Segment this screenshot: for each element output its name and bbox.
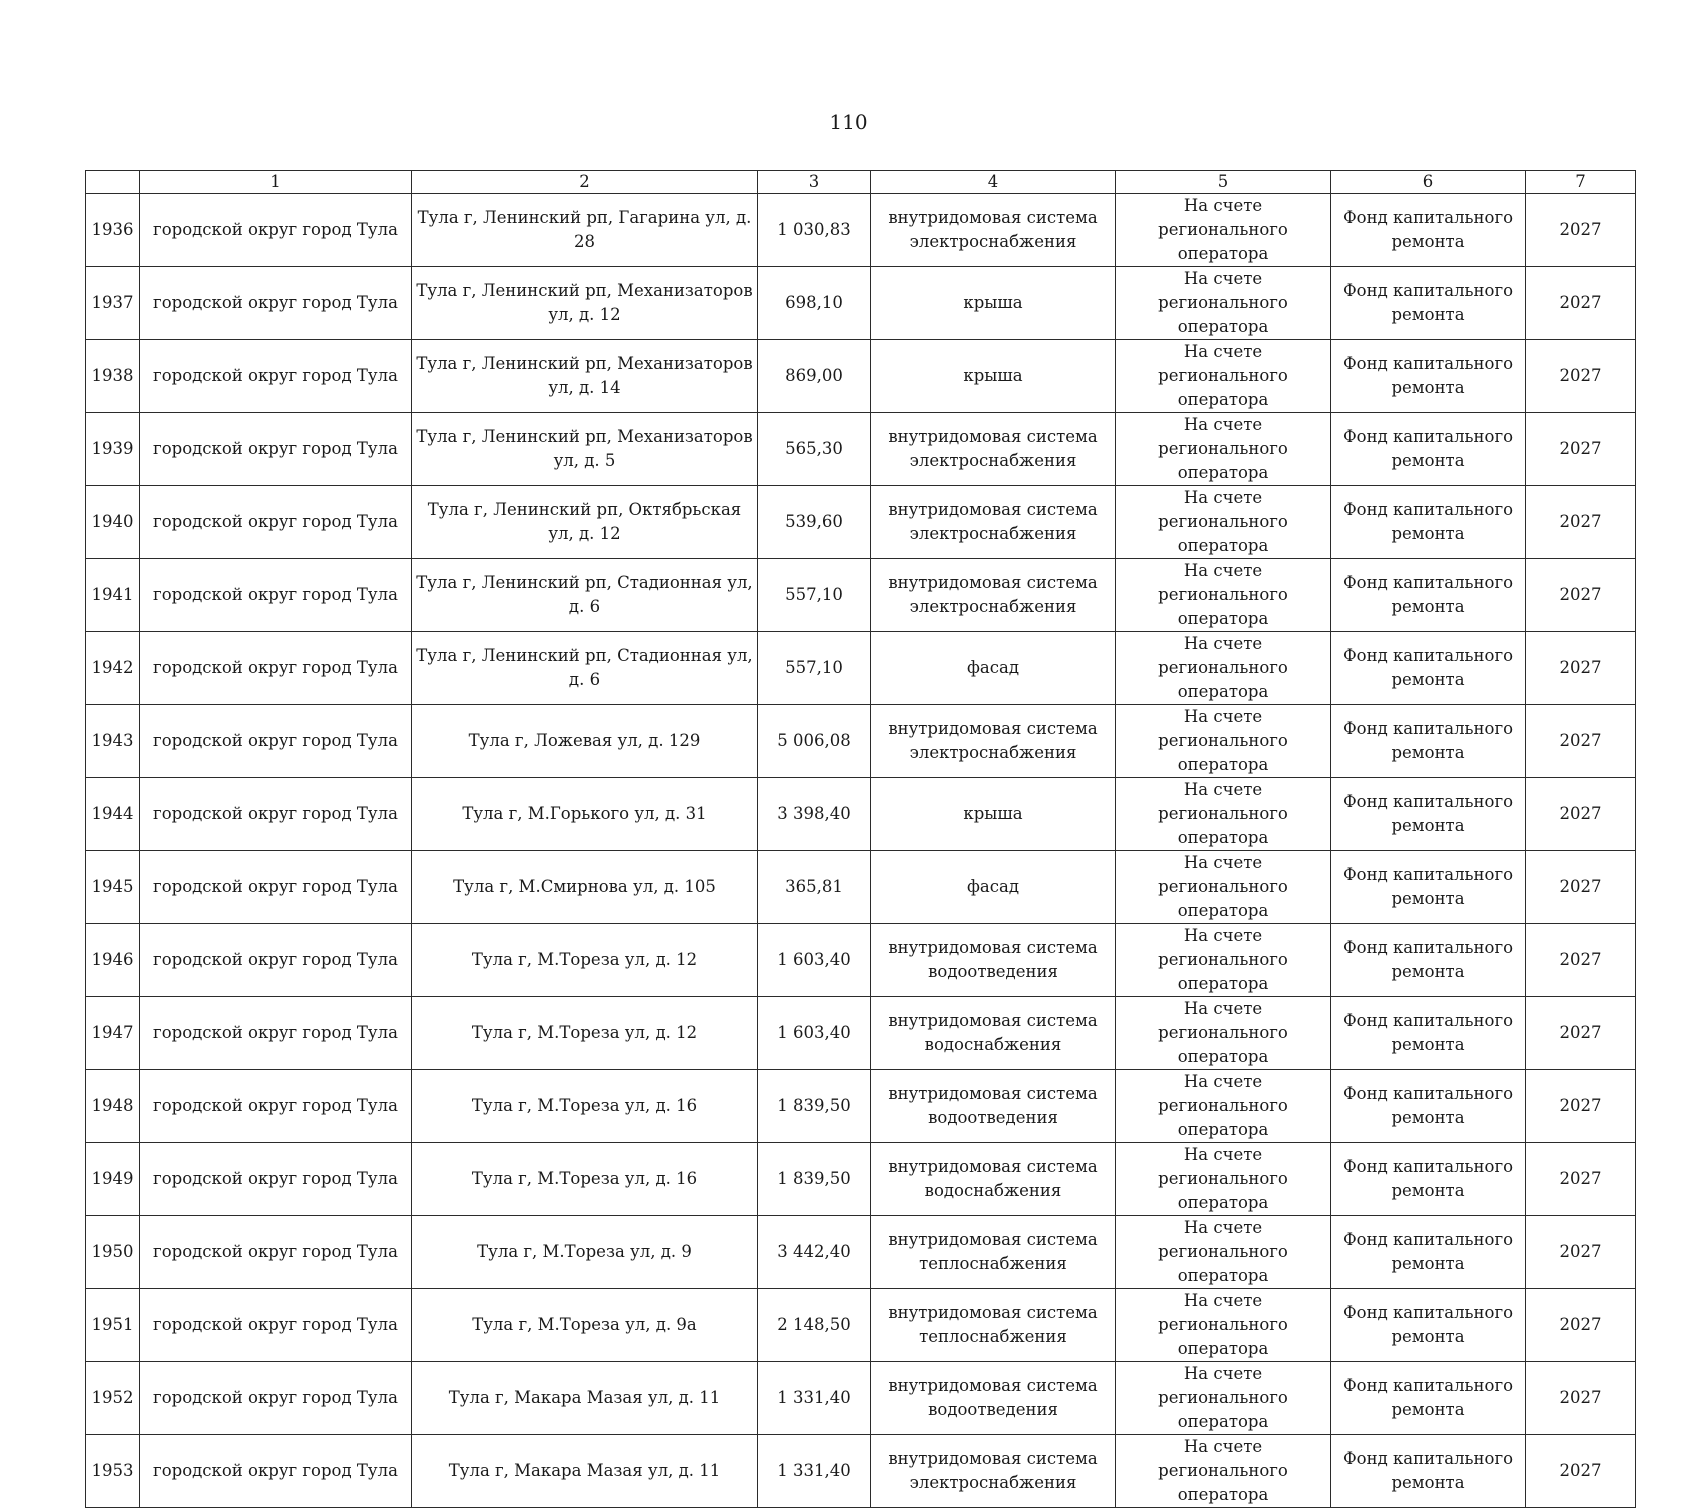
cell-area: 365,81 xyxy=(758,851,871,924)
cell-row-number: 1938 xyxy=(86,340,140,413)
table-row xyxy=(86,778,1636,851)
cell-area: 2 148,50 xyxy=(758,1289,871,1362)
table-header xyxy=(86,171,1636,194)
cell-municipality: городской округ город Тула xyxy=(140,413,412,486)
table-row xyxy=(86,851,1636,924)
table-body xyxy=(86,194,1636,1508)
cell-year: 2027 xyxy=(1526,1289,1636,1362)
cell-municipality: городской округ город Тула xyxy=(140,1362,412,1435)
cell-address: Тула г, М.Тореза ул, д. 9а xyxy=(412,1289,758,1362)
cell-work-type: фасад xyxy=(871,851,1116,924)
cell-area: 1 331,40 xyxy=(758,1362,871,1435)
cell-work-type: внутридомовая система электроснабжения xyxy=(871,413,1116,486)
header-row xyxy=(86,171,1636,194)
cell-work-type: внутридомовая система электроснабжения xyxy=(871,705,1116,778)
cell-municipality: городской округ город Тула xyxy=(140,705,412,778)
cell-area: 869,00 xyxy=(758,340,871,413)
cell-fund-source: Фонд капитального ремонта xyxy=(1331,851,1526,924)
cell-fund-source: Фонд капитального ремонта xyxy=(1331,1216,1526,1289)
column-header-area: 3 xyxy=(758,171,871,194)
cell-fund-source: Фонд капитального ремонта xyxy=(1331,267,1526,340)
cell-area: 1 603,40 xyxy=(758,997,871,1070)
cell-address: Тула г, Макара Мазая ул, д. 11 xyxy=(412,1362,758,1435)
cell-row-number: 1940 xyxy=(86,486,140,559)
cell-fund-method: На счете регионального оператора xyxy=(1116,632,1331,705)
table-row xyxy=(86,413,1636,486)
cell-work-type: внутридомовая система теплоснабжения xyxy=(871,1289,1116,1362)
cell-year: 2027 xyxy=(1526,340,1636,413)
cell-fund-method: На счете регионального оператора xyxy=(1116,340,1331,413)
column-header-year: 7 xyxy=(1526,171,1636,194)
table-row xyxy=(86,1289,1636,1362)
cell-area: 1 839,50 xyxy=(758,1143,871,1216)
cell-fund-source: Фонд капитального ремонта xyxy=(1331,1070,1526,1143)
cell-area: 557,10 xyxy=(758,632,871,705)
cell-address: Тула г, М.Смирнова ул, д. 105 xyxy=(412,851,758,924)
cell-row-number: 1953 xyxy=(86,1435,140,1508)
table-row xyxy=(86,340,1636,413)
cell-address: Тула г, Ленинский рп, Механизаторов ул, д. 5 xyxy=(412,413,758,486)
cell-fund-method: На счете регионального оператора xyxy=(1116,559,1331,632)
cell-row-number: 1952 xyxy=(86,1362,140,1435)
cell-area: 1 603,40 xyxy=(758,924,871,997)
cell-municipality: городской округ город Тула xyxy=(140,340,412,413)
cell-row-number: 1937 xyxy=(86,267,140,340)
cell-work-type: внутридомовая система электроснабжения xyxy=(871,486,1116,559)
cell-fund-method: На счете регионального оператора xyxy=(1116,778,1331,851)
cell-work-type: внутридомовая система водоотведения xyxy=(871,1362,1116,1435)
cell-municipality: городской округ город Тула xyxy=(140,632,412,705)
cell-work-type: крыша xyxy=(871,340,1116,413)
column-header-municipality: 1 xyxy=(140,171,412,194)
cell-work-type: крыша xyxy=(871,267,1116,340)
cell-work-type: внутридомовая система водоотведения xyxy=(871,1070,1116,1143)
cell-fund-method: На счете регионального оператора xyxy=(1116,1435,1331,1508)
cell-fund-method: На счете регионального оператора xyxy=(1116,267,1331,340)
cell-municipality: городской округ город Тула xyxy=(140,778,412,851)
cell-area: 1 839,50 xyxy=(758,1070,871,1143)
table-row xyxy=(86,559,1636,632)
cell-fund-source: Фонд капитального ремонта xyxy=(1331,1362,1526,1435)
cell-fund-method: На счете регионального оператора xyxy=(1116,851,1331,924)
table-row xyxy=(86,997,1636,1070)
cell-area: 698,10 xyxy=(758,267,871,340)
cell-year: 2027 xyxy=(1526,1435,1636,1508)
cell-address: Тула г, М.Тореза ул, д. 16 xyxy=(412,1143,758,1216)
cell-fund-method: На счете регионального оператора xyxy=(1116,924,1331,997)
cell-work-type: внутридомовая система водоснабжения xyxy=(871,997,1116,1070)
cell-fund-source: Фонд капитального ремонта xyxy=(1331,486,1526,559)
cell-fund-source: Фонд капитального ремонта xyxy=(1331,194,1526,267)
cell-work-type: внутридомовая система электроснабжения xyxy=(871,194,1116,267)
table-row xyxy=(86,1435,1636,1508)
registry-table xyxy=(85,170,1636,1508)
cell-work-type: крыша xyxy=(871,778,1116,851)
cell-work-type: внутридомовая система электроснабжения xyxy=(871,1435,1116,1508)
column-header-fund-method: 5 xyxy=(1116,171,1331,194)
cell-municipality: городской округ город Тула xyxy=(140,924,412,997)
cell-row-number: 1951 xyxy=(86,1289,140,1362)
cell-municipality: городской округ город Тула xyxy=(140,851,412,924)
cell-fund-source: Фонд капитального ремонта xyxy=(1331,1289,1526,1362)
cell-fund-method: На счете регионального оператора xyxy=(1116,997,1331,1070)
cell-fund-source: Фонд капитального ремонта xyxy=(1331,705,1526,778)
cell-row-number: 1948 xyxy=(86,1070,140,1143)
table-row xyxy=(86,486,1636,559)
cell-address: Тула г, М.Тореза ул, д. 12 xyxy=(412,997,758,1070)
cell-year: 2027 xyxy=(1526,705,1636,778)
cell-fund-source: Фонд капитального ремонта xyxy=(1331,340,1526,413)
table-row xyxy=(86,632,1636,705)
cell-fund-method: На счете регионального оператора xyxy=(1116,486,1331,559)
cell-area: 1 030,83 xyxy=(758,194,871,267)
cell-fund-source: Фонд капитального ремонта xyxy=(1331,1435,1526,1508)
cell-row-number: 1942 xyxy=(86,632,140,705)
table-row xyxy=(86,194,1636,267)
cell-year: 2027 xyxy=(1526,413,1636,486)
cell-row-number: 1950 xyxy=(86,1216,140,1289)
cell-fund-method: На счете регионального оператора xyxy=(1116,1289,1331,1362)
cell-year: 2027 xyxy=(1526,194,1636,267)
cell-municipality: городской округ город Тула xyxy=(140,559,412,632)
column-header-row-number xyxy=(86,171,140,194)
cell-address: Тула г, М.Тореза ул, д. 9 xyxy=(412,1216,758,1289)
cell-address: Тула г, М.Горького ул, д. 31 xyxy=(412,778,758,851)
cell-year: 2027 xyxy=(1526,267,1636,340)
cell-address: Тула г, М.Тореза ул, д. 16 xyxy=(412,1070,758,1143)
cell-row-number: 1947 xyxy=(86,997,140,1070)
cell-work-type: фасад xyxy=(871,632,1116,705)
cell-area: 565,30 xyxy=(758,413,871,486)
cell-address: Тула г, Ленинский рп, Стадионная ул, д. 6 xyxy=(412,632,758,705)
cell-row-number: 1946 xyxy=(86,924,140,997)
cell-year: 2027 xyxy=(1526,1070,1636,1143)
cell-address: Тула г, Ленинский рп, Стадионная ул, д. 6 xyxy=(412,559,758,632)
cell-year: 2027 xyxy=(1526,486,1636,559)
cell-fund-source: Фонд капитального ремонта xyxy=(1331,632,1526,705)
table-row xyxy=(86,1216,1636,1289)
cell-municipality: городской округ город Тула xyxy=(140,1143,412,1216)
cell-year: 2027 xyxy=(1526,1216,1636,1289)
column-header-address: 2 xyxy=(412,171,758,194)
cell-row-number: 1943 xyxy=(86,705,140,778)
cell-address: Тула г, Ленинский рп, Механизаторов ул, д. 14 xyxy=(412,340,758,413)
cell-work-type: внутридомовая система электроснабжения xyxy=(871,559,1116,632)
page-number: 110 xyxy=(829,110,868,134)
cell-fund-source: Фонд капитального ремонта xyxy=(1331,1143,1526,1216)
cell-municipality: городской округ город Тула xyxy=(140,997,412,1070)
cell-fund-source: Фонд капитального ремонта xyxy=(1331,559,1526,632)
table-row xyxy=(86,705,1636,778)
cell-fund-source: Фонд капитального ремонта xyxy=(1331,778,1526,851)
cell-row-number: 1936 xyxy=(86,194,140,267)
table-row xyxy=(86,924,1636,997)
cell-fund-method: На счете регионального оператора xyxy=(1116,1216,1331,1289)
column-header-work-type: 4 xyxy=(871,171,1116,194)
cell-year: 2027 xyxy=(1526,632,1636,705)
cell-fund-method: На счете регионального оператора xyxy=(1116,194,1331,267)
cell-fund-source: Фонд капитального ремонта xyxy=(1331,413,1526,486)
table-row xyxy=(86,267,1636,340)
cell-fund-method: На счете регионального оператора xyxy=(1116,1070,1331,1143)
cell-row-number: 1945 xyxy=(86,851,140,924)
cell-area: 3 398,40 xyxy=(758,778,871,851)
cell-row-number: 1941 xyxy=(86,559,140,632)
cell-year: 2027 xyxy=(1526,1143,1636,1216)
cell-address: Тула г, Ложевая ул, д. 129 xyxy=(412,705,758,778)
cell-fund-method: На счете регионального оператора xyxy=(1116,1362,1331,1435)
cell-municipality: городской округ город Тула xyxy=(140,267,412,340)
cell-address: Тула г, Ленинский рп, Механизаторов ул, д. 12 xyxy=(412,267,758,340)
cell-year: 2027 xyxy=(1526,924,1636,997)
cell-year: 2027 xyxy=(1526,851,1636,924)
cell-row-number: 1939 xyxy=(86,413,140,486)
cell-year: 2027 xyxy=(1526,778,1636,851)
cell-municipality: городской округ город Тула xyxy=(140,1070,412,1143)
cell-fund-method: На счете регионального оператора xyxy=(1116,413,1331,486)
column-header-fund-source: 6 xyxy=(1331,171,1526,194)
cell-area: 539,60 xyxy=(758,486,871,559)
cell-row-number: 1944 xyxy=(86,778,140,851)
cell-work-type: внутридомовая система водоснабжения xyxy=(871,1143,1116,1216)
cell-address: Тула г, Ленинский рп, Гагарина ул, д. 28 xyxy=(412,194,758,267)
cell-fund-method: На счете регионального оператора xyxy=(1116,705,1331,778)
table-row xyxy=(86,1362,1636,1435)
cell-row-number: 1949 xyxy=(86,1143,140,1216)
cell-year: 2027 xyxy=(1526,997,1636,1070)
cell-municipality: городской округ город Тула xyxy=(140,1289,412,1362)
cell-municipality: городской округ город Тула xyxy=(140,1216,412,1289)
cell-area: 3 442,40 xyxy=(758,1216,871,1289)
cell-municipality: городской округ город Тула xyxy=(140,1435,412,1508)
cell-year: 2027 xyxy=(1526,1362,1636,1435)
cell-address: Тула г, Макара Мазая ул, д. 11 xyxy=(412,1435,758,1508)
cell-municipality: городской округ город Тула xyxy=(140,194,412,267)
table-row xyxy=(86,1143,1636,1216)
cell-area: 557,10 xyxy=(758,559,871,632)
cell-municipality: городской округ город Тула xyxy=(140,486,412,559)
cell-fund-source: Фонд капитального ремонта xyxy=(1331,924,1526,997)
cell-work-type: внутридомовая система водоотведения xyxy=(871,924,1116,997)
cell-area: 1 331,40 xyxy=(758,1435,871,1508)
cell-fund-source: Фонд капитального ремонта xyxy=(1331,997,1526,1070)
table-row xyxy=(86,1070,1636,1143)
cell-address: Тула г, Ленинский рп, Октябрьская ул, д. 12 xyxy=(412,486,758,559)
cell-address: Тула г, М.Тореза ул, д. 12 xyxy=(412,924,758,997)
cell-fund-method: На счете регионального оператора xyxy=(1116,1143,1331,1216)
cell-area: 5 006,08 xyxy=(758,705,871,778)
cell-year: 2027 xyxy=(1526,559,1636,632)
cell-work-type: внутридомовая система теплоснабжения xyxy=(871,1216,1116,1289)
